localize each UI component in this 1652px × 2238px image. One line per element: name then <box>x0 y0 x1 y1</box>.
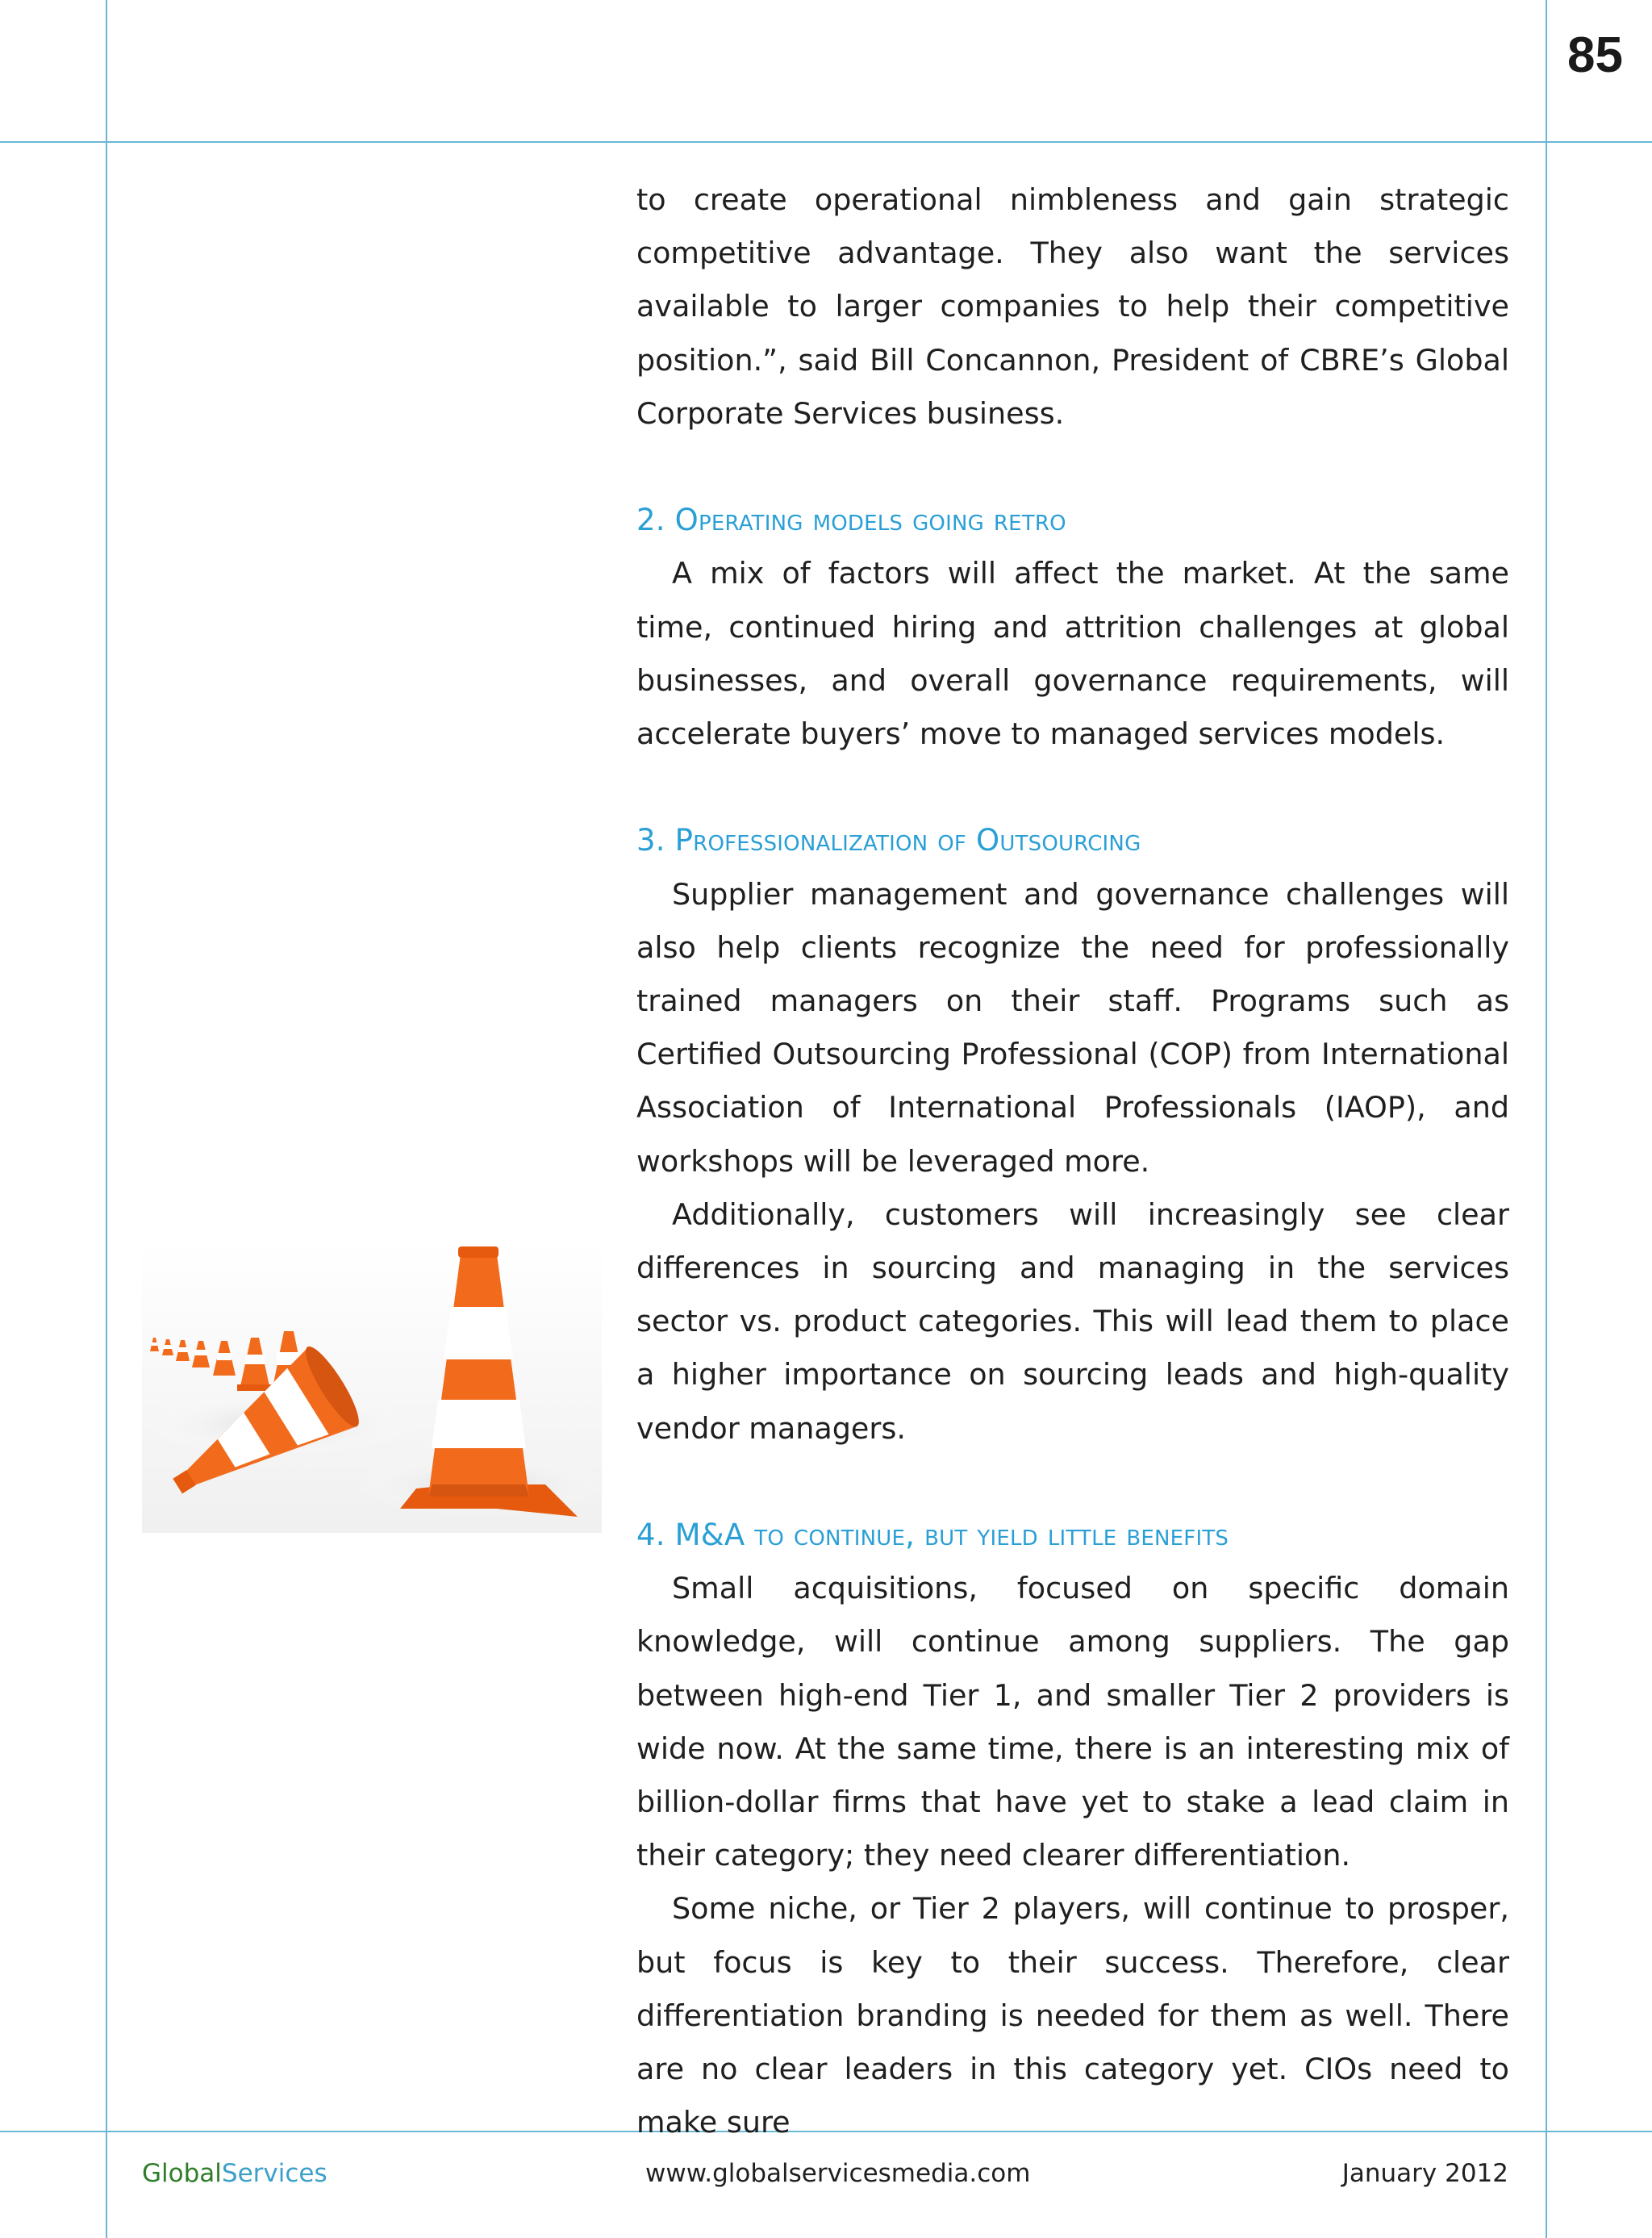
footer-brand-part1: Global <box>142 2159 222 2188</box>
top-margin-guide <box>0 141 1652 143</box>
article-body <box>636 173 1509 2149</box>
section-heading-2: 2. Operating models going retro <box>636 503 1066 538</box>
section-3-paragraph-1: Supplier management and governance challenges will also help clients recognize the need for professionally trained managers on their staff. Programs such as Certified Outsourcing Professional (COP) from International Association of International Professionals (IAOP), and workshops will be leveraged more. <box>636 876 1509 1179</box>
intro-paragraph: to create operational nimbleness and gain strategic competitive advantage. They also want the services available to larger companies to help their competitive position.”, said Bill Concannon, President of CBRE’s Global Corporate Services business. <box>636 182 1509 431</box>
footer-date: January 2012 <box>1341 2159 1508 2188</box>
right-margin-guide <box>1546 0 1547 2238</box>
section-heading-4: 4. M&A to continue, but yield little benefits <box>636 1518 1229 1553</box>
traffic-cones-image <box>142 1242 602 1533</box>
footer-url[interactable]: www.globalservicesmedia.com <box>645 2159 1031 2188</box>
left-margin-guide <box>106 0 107 2238</box>
section-2-paragraph-1: A mix of factors will affect the market. At the same time, continued hiring and attrition challenges at global businesses, and overall governance requirements, will accelerate buyers’ move to managed services models. <box>636 556 1509 752</box>
footer-brand-part2: Services <box>221 2159 327 2188</box>
section-4-paragraph-2: Some niche, or Tier 2 players, will continue to prosper, but focus is key to their success. Therefore, clear differentiation branding is needed for them as well. There are no clear leaders in this category yet. CIOs need to make sure <box>636 1891 1509 2140</box>
section-heading-3: 3. Professionalization of Outsourcing <box>636 823 1141 858</box>
footer-brand <box>142 2159 327 2188</box>
section-3-paragraph-2: Additionally, customers will increasingly see clear differences in sourcing and managing in the services sector vs. product categories. This will lead them to place a higher importance on sourcing leads and high-quality vendor managers. <box>636 1196 1509 1446</box>
section-4-paragraph-1: Small acquisitions, focused on specific domain knowledge, will continue among suppliers. The gap between high-end Tier 1, and smaller Tier 2 providers is wide now. At the same time, there is an interesting mix of billion-dollar firms that have yet to stake a lead claim in their category; they need clearer differentiation. <box>636 1571 1509 1873</box>
page-number: 85 <box>1567 27 1623 83</box>
